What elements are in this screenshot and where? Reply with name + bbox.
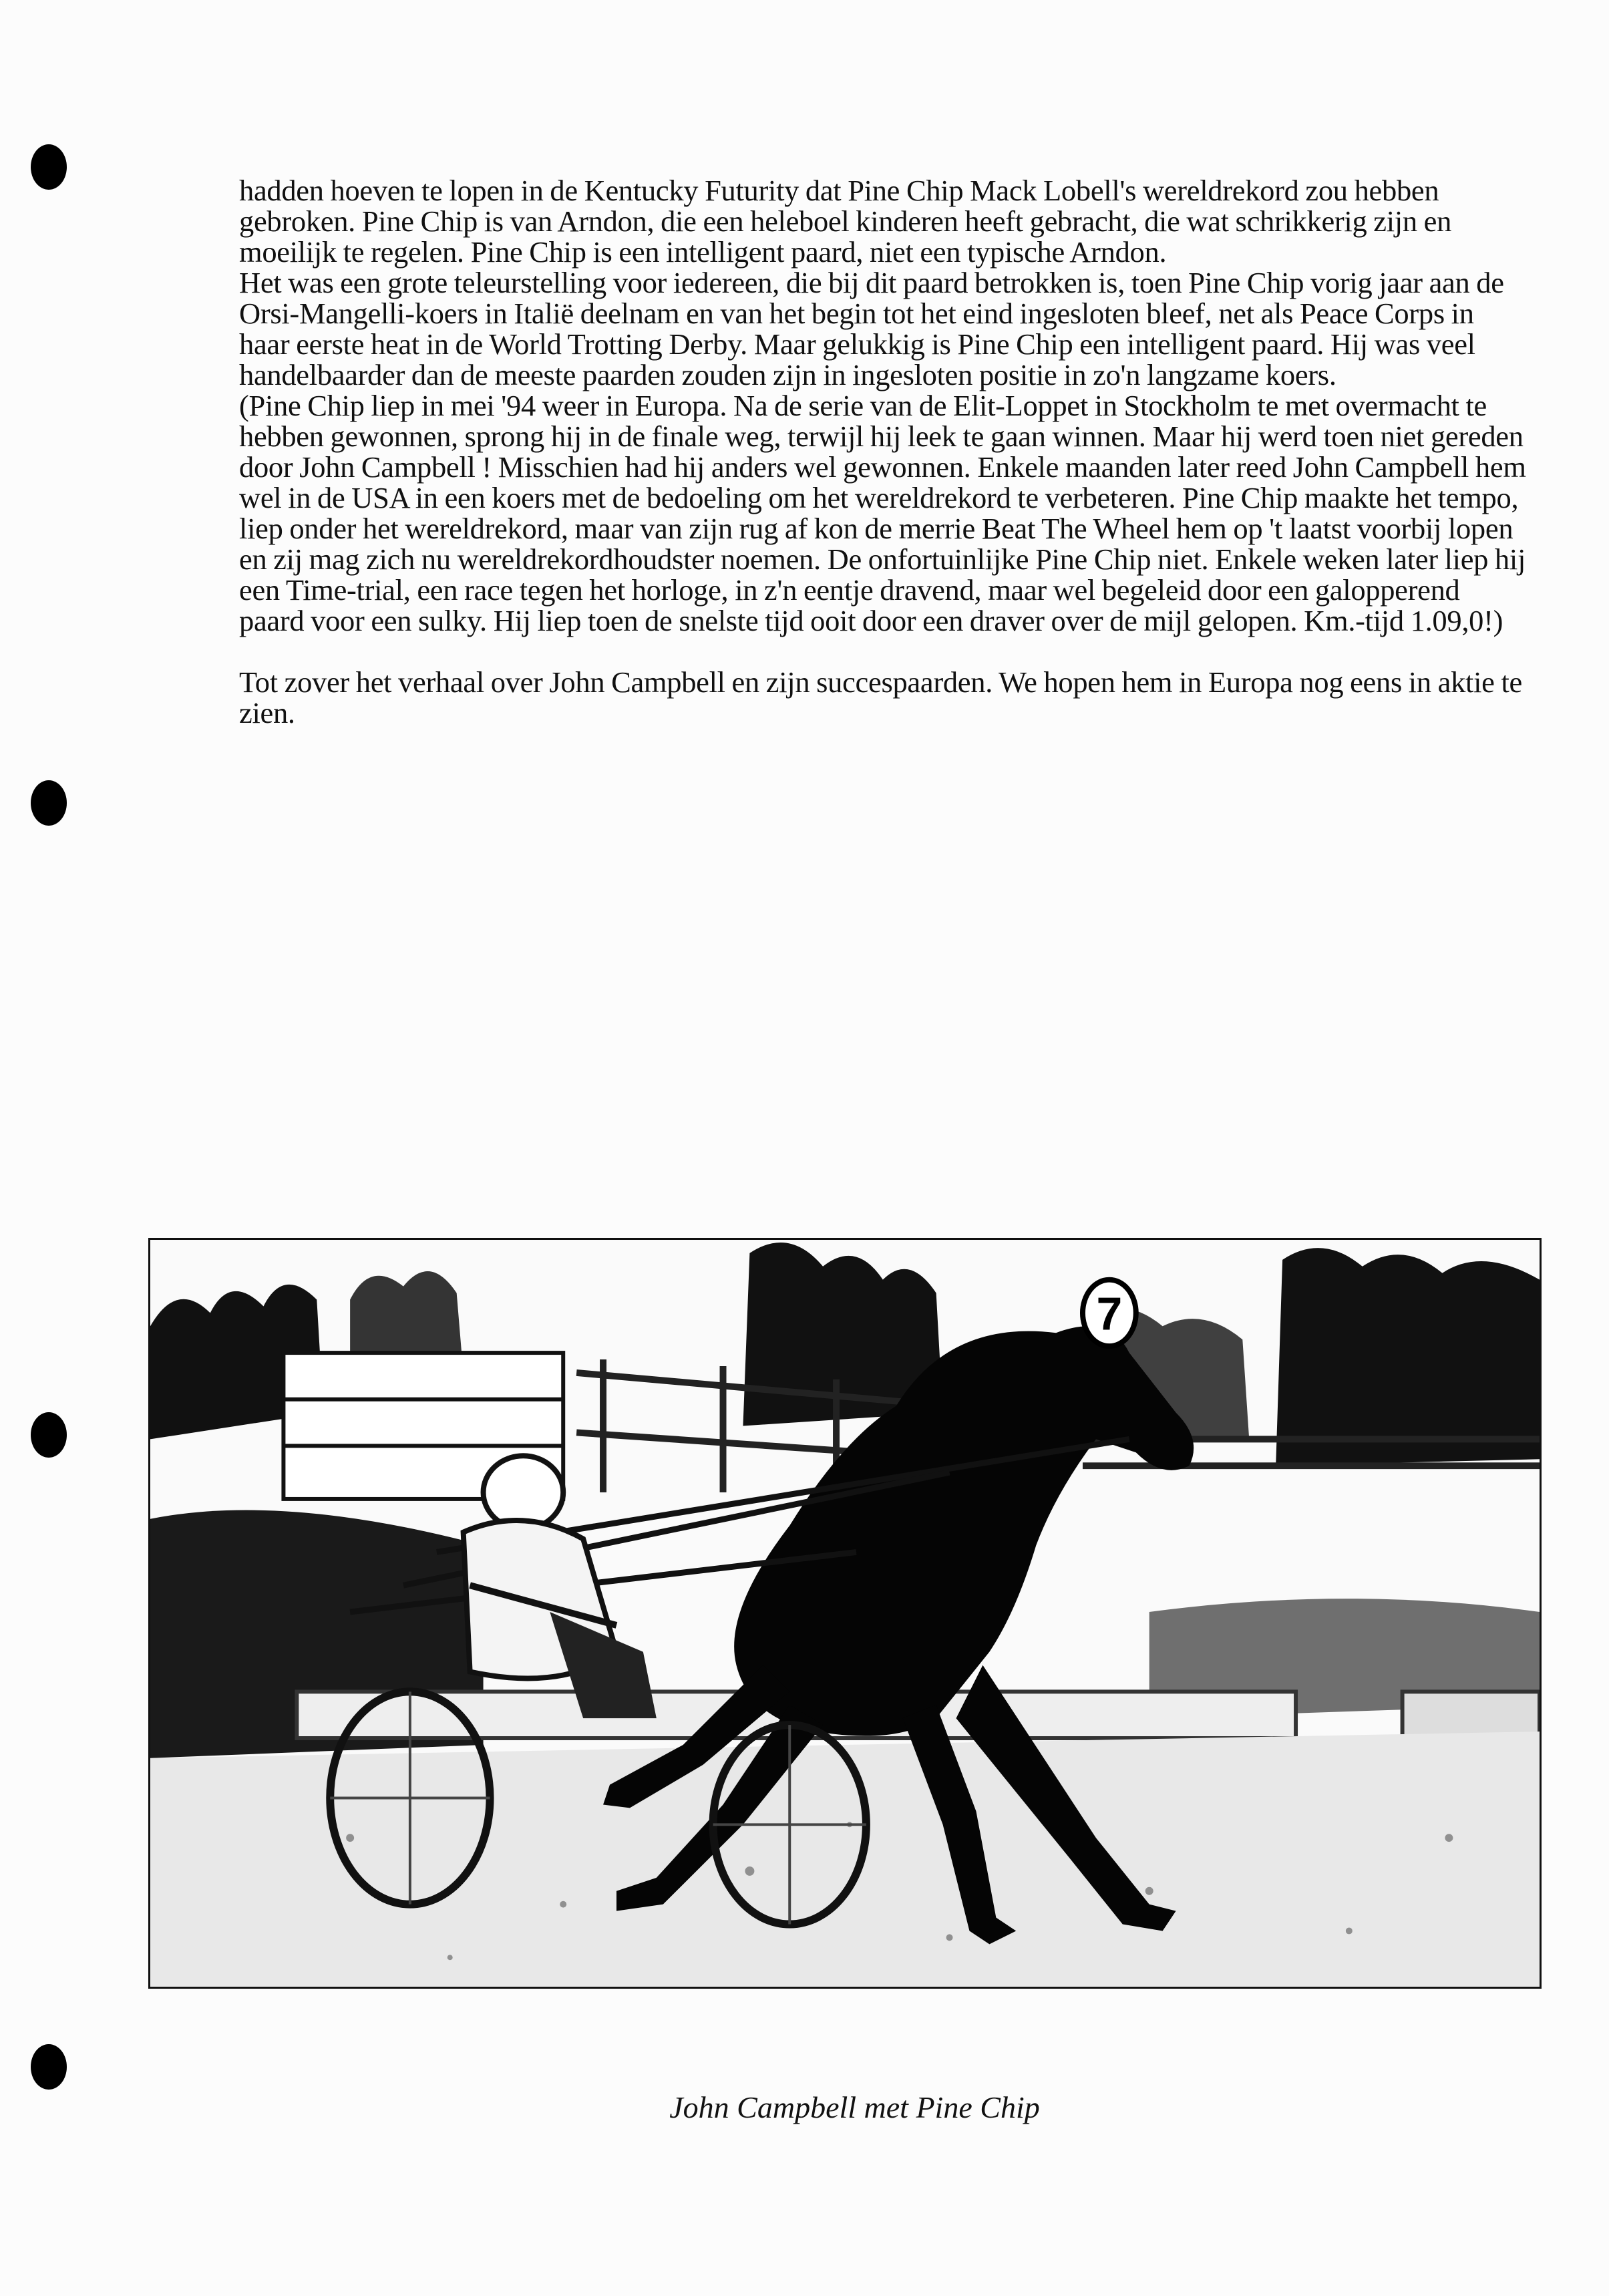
saddle-cloth — [1083, 1280, 1136, 1346]
paragraph: hadden hoeven te lopen in de Kentucky Futurity dat Pine Chip Mack Lobell's wereldrekord zou hebben gebroken. Pine Chip is van Arndon, die een heleboel kinderen heeft gebracht, die wat schrikkerig zijn en moeilijk te regelen. Pine Chip is een intelligent paard, niet een typische Arndon. — [239, 174, 1452, 269]
article-body — [239, 175, 1528, 728]
photo-caption: John Campbell met Pine Chip — [669, 2090, 1040, 2124]
svg-text:7: 7 — [1096, 1287, 1123, 1340]
punch-hole — [31, 2044, 67, 2090]
paragraph: Tot zover het verhaal over John Campbell en zijn succespaarden. We hopen hem in Europa nog eens in aktie te zien. — [239, 665, 1522, 729]
photo-illustration — [150, 1240, 1540, 1987]
track-surface — [150, 1732, 1540, 1987]
harness-racing-photo — [148, 1238, 1542, 1989]
paragraph: (Pine Chip liep in mei '94 weer in Europa. Na de serie van de Elit-Loppet in Stockholm te met overmacht te hebben gewonnen, sprong hij in de finale weg, terwijl hij leek te gaan winnen. Maar hij werd toen niet gereden door John Campbell ! Misschien had hij anders wel gewonnen. Enkele maanden later reed John Campbell hem wel in de USA in een koers met de bedoeling om het wereldrekord te verbeteren. Pine Chip maakte het tempo, liep onder het wereldrekord, maar van zijn rug af kon de merrie Beat The Wheel hem op 't laatst voorbij lopen en zij mag zich nu wereldrekordhoudster noemen. De onfortuinlijke Pine Chip niet. Enkele weken later liep hij een Time-trial, een race tegen het horloge, in z'n eentje dravend, maar wel begeleid door een galopperend paard voor een sulky. Hij liep toen de snelste tijd ooit door een draver over de mijl gelopen. Km.-tijd 1.09,0!) — [239, 389, 1526, 637]
punch-hole — [31, 144, 67, 190]
paragraph: Het was een grote teleurstelling voor iedereen, die bij dit paard betrokken is, toen Pine Chip vorig jaar aan de Orsi-Mangelli-koers in Italië deelnam en van het begin tot het eind ingesloten bleef, net als Peace Corps in haar eerste heat in de World Trotting Derby. Maar gelukkig is Pine Chip een intelligent paard. Hij was veel handelbaarder dan de meeste paarden zouden zijn in ingesloten positie in zo'n langzame koers. — [239, 266, 1504, 391]
punch-hole — [31, 1412, 67, 1458]
punch-hole — [31, 780, 67, 826]
